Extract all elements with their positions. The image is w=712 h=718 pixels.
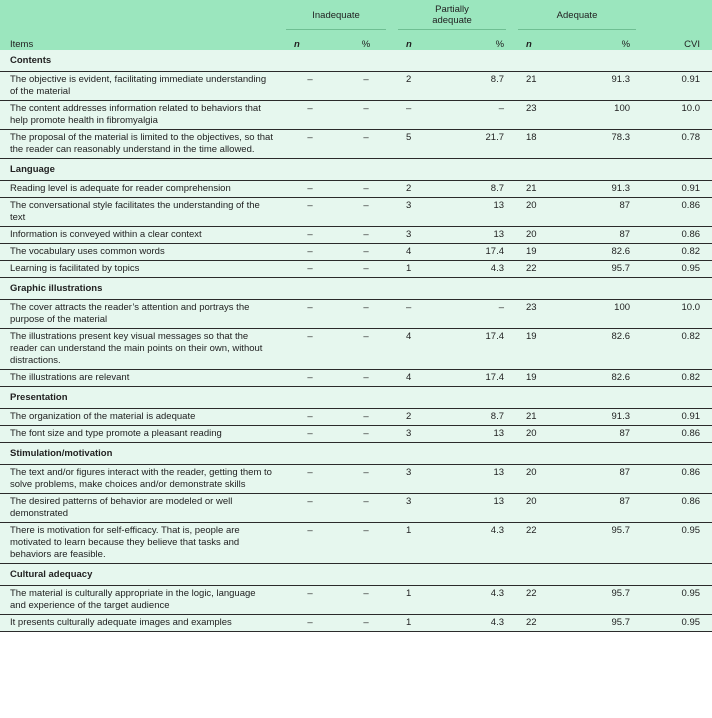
adequate-pct-cell: 95.7 <box>572 261 642 278</box>
item-cell: The text and/or figures interact with the reader, getting them to solve problems, make choices and/or demonstrate skills <box>0 465 280 494</box>
partial-n-cell: 2 <box>392 409 452 426</box>
partial-pct-cell: 8.7 <box>452 409 512 426</box>
inadequate-pct-cell: – <box>340 426 392 443</box>
partial-pct-cell: 8.7 <box>452 72 512 101</box>
adequate-pct-cell: 82.6 <box>572 244 642 261</box>
item-cell: The illustrations are relevant <box>0 370 280 387</box>
table-row <box>0 198 712 227</box>
item-cell: The illustrations present key visual messages so that the reader can understand the main points on their own, without distractions. <box>0 329 280 370</box>
table-row <box>0 409 712 426</box>
adequate-pct-cell: 95.7 <box>572 586 642 615</box>
table-row <box>0 244 712 261</box>
table-row <box>0 523 712 564</box>
adequate-n-cell: 20 <box>512 198 572 227</box>
partial-pct-cell: 13 <box>452 227 512 244</box>
inadequate-n-cell: – <box>280 426 340 443</box>
cvi-cell: 0.78 <box>642 130 712 159</box>
item-cell: The vocabulary uses common words <box>0 244 280 261</box>
header-cvi: CVI <box>684 39 701 50</box>
adequate-n-cell: 23 <box>512 300 572 329</box>
section-header-row <box>0 564 712 586</box>
table-row <box>0 370 712 387</box>
inadequate-n-cell: – <box>280 494 340 523</box>
adequate-pct-cell: 82.6 <box>572 370 642 387</box>
inadequate-pct-cell: – <box>340 615 392 632</box>
partial-pct-cell: – <box>452 300 512 329</box>
table-row <box>0 130 712 159</box>
inadequate-n-cell: – <box>280 615 340 632</box>
item-cell: Reading level is adequate for reader comprehension <box>0 181 280 198</box>
inadequate-n-cell: – <box>280 523 340 564</box>
header-group-partially-adequate: Partially adequate <box>392 0 512 30</box>
partial-pct-cell: 17.4 <box>452 370 512 387</box>
table-header <box>0 0 712 50</box>
inadequate-pct-cell: – <box>340 494 392 523</box>
inadequate-pct-cell: – <box>340 586 392 615</box>
adequate-n-cell: 22 <box>512 261 572 278</box>
inadequate-pct-cell: – <box>340 261 392 278</box>
partial-n-cell: 3 <box>392 227 452 244</box>
adequate-n-cell: 22 <box>512 615 572 632</box>
cvi-cell: 0.82 <box>642 244 712 261</box>
table-row <box>0 227 712 244</box>
table-body <box>0 50 712 632</box>
adequate-n-cell: 21 <box>512 181 572 198</box>
adequate-pct-cell: 91.3 <box>572 72 642 101</box>
partial-n-cell: 2 <box>392 72 452 101</box>
inadequate-pct-cell: – <box>340 300 392 329</box>
inadequate-n-cell: – <box>280 244 340 261</box>
inadequate-pct-cell: – <box>340 465 392 494</box>
partial-n-cell: 4 <box>392 370 452 387</box>
partial-pct-cell: 8.7 <box>452 181 512 198</box>
table-row <box>0 615 712 632</box>
section-title: Contents <box>0 50 712 72</box>
partial-n-cell: 4 <box>392 244 452 261</box>
cvi-cell: 0.86 <box>642 227 712 244</box>
inadequate-n-cell: – <box>280 329 340 370</box>
inadequate-pct-cell: – <box>340 198 392 227</box>
inadequate-n-cell: – <box>280 261 340 278</box>
inadequate-pct-cell: – <box>340 370 392 387</box>
section-title: Language <box>0 159 712 181</box>
partial-n-cell: – <box>392 300 452 329</box>
table-row <box>0 72 712 101</box>
header-pct-inadequate: % <box>361 39 371 50</box>
partial-n-cell: 3 <box>392 494 452 523</box>
header-pct-partial: % <box>495 39 505 50</box>
table-row <box>0 586 712 615</box>
adequate-n-cell: 21 <box>512 409 572 426</box>
partial-pct-cell: 13 <box>452 198 512 227</box>
adequate-pct-cell: 87 <box>572 227 642 244</box>
adequate-n-cell: 20 <box>512 494 572 523</box>
header-group-adequate: Adequate <box>512 0 642 30</box>
partial-n-cell: 1 <box>392 261 452 278</box>
inadequate-n-cell: – <box>280 72 340 101</box>
adequate-n-cell: 18 <box>512 130 572 159</box>
item-cell: Learning is facilitated by topics <box>0 261 280 278</box>
adequate-pct-cell: 87 <box>572 465 642 494</box>
adequate-pct-cell: 95.7 <box>572 523 642 564</box>
partial-n-cell: 1 <box>392 615 452 632</box>
adequate-pct-cell: 87 <box>572 198 642 227</box>
adequate-n-cell: 20 <box>512 426 572 443</box>
inadequate-pct-cell: – <box>340 181 392 198</box>
section-header-row <box>0 50 712 72</box>
partial-pct-cell: 21.7 <box>452 130 512 159</box>
cvi-cell: 0.95 <box>642 261 712 278</box>
cvi-cell: 10.0 <box>642 300 712 329</box>
adequate-n-cell: 20 <box>512 465 572 494</box>
adequate-pct-cell: 87 <box>572 494 642 523</box>
table-row <box>0 261 712 278</box>
header-group-inadequate: Inadequate <box>280 0 392 30</box>
partial-pct-cell: 13 <box>452 494 512 523</box>
cvi-cell: 0.86 <box>642 465 712 494</box>
item-cell: The proposal of the material is limited to the objectives, so that the reader can reasonably understand in the time allowed. <box>0 130 280 159</box>
adequate-n-cell: 23 <box>512 101 572 130</box>
inadequate-n-cell: – <box>280 181 340 198</box>
cvi-cell: 0.86 <box>642 426 712 443</box>
section-title: Graphic illustrations <box>0 278 712 300</box>
inadequate-n-cell: – <box>280 130 340 159</box>
cvi-cell: 0.91 <box>642 72 712 101</box>
cvi-cell: 0.82 <box>642 370 712 387</box>
cvi-cell: 0.91 <box>642 409 712 426</box>
cvi-cell: 0.91 <box>642 181 712 198</box>
inadequate-pct-cell: – <box>340 72 392 101</box>
partial-pct-cell: 13 <box>452 465 512 494</box>
partial-pct-cell: 4.3 <box>452 586 512 615</box>
inadequate-n-cell: – <box>280 101 340 130</box>
table-row <box>0 300 712 329</box>
item-cell: The desired patterns of behavior are modeled or well demonstrated <box>0 494 280 523</box>
partial-pct-cell: 13 <box>452 426 512 443</box>
item-cell: Information is conveyed within a clear context <box>0 227 280 244</box>
section-title: Presentation <box>0 387 712 409</box>
partial-n-cell: 3 <box>392 465 452 494</box>
inadequate-n-cell: – <box>280 227 340 244</box>
item-cell: The material is culturally appropriate in the logic, language and experience of the target audience <box>0 586 280 615</box>
item-cell: The organization of the material is adequate <box>0 409 280 426</box>
adequate-n-cell: 21 <box>512 72 572 101</box>
adequate-pct-cell: 78.3 <box>572 130 642 159</box>
cvi-cell: 0.95 <box>642 523 712 564</box>
cvi-cell: 0.95 <box>642 586 712 615</box>
item-cell: There is motivation for self-efficacy. That is, people are motivated to learn because they believe that tasks and behaviors are feasible. <box>0 523 280 564</box>
inadequate-n-cell: – <box>280 370 340 387</box>
table-row <box>0 329 712 370</box>
adequate-n-cell: 20 <box>512 227 572 244</box>
inadequate-n-cell: – <box>280 586 340 615</box>
table-row <box>0 101 712 130</box>
adequate-pct-cell: 100 <box>572 101 642 130</box>
inadequate-pct-cell: – <box>340 244 392 261</box>
section-header-row <box>0 159 712 181</box>
inadequate-n-cell: – <box>280 198 340 227</box>
inadequate-n-cell: – <box>280 465 340 494</box>
table-row <box>0 181 712 198</box>
partial-pct-cell: 4.3 <box>452 261 512 278</box>
header-n-inadequate: n <box>294 39 300 50</box>
adequate-n-cell: 19 <box>512 244 572 261</box>
cvi-cell: 0.82 <box>642 329 712 370</box>
adequate-n-cell: 22 <box>512 523 572 564</box>
inadequate-pct-cell: – <box>340 227 392 244</box>
partial-pct-cell: 4.3 <box>452 523 512 564</box>
inadequate-pct-cell: – <box>340 523 392 564</box>
partial-pct-cell: 4.3 <box>452 615 512 632</box>
item-cell: The cover attracts the reader’s attention and portrays the purpose of the material <box>0 300 280 329</box>
header-n-partial: n <box>406 39 412 50</box>
section-title: Cultural adequacy <box>0 564 712 586</box>
inadequate-n-cell: – <box>280 409 340 426</box>
adequate-pct-cell: 82.6 <box>572 329 642 370</box>
cvi-cell: 10.0 <box>642 101 712 130</box>
adequate-pct-cell: 87 <box>572 426 642 443</box>
inadequate-n-cell: – <box>280 300 340 329</box>
inadequate-pct-cell: – <box>340 130 392 159</box>
header-n-adequate: n <box>526 39 532 50</box>
item-cell: It presents culturally adequate images and examples <box>0 615 280 632</box>
item-cell: The objective is evident, facilitating immediate understanding of the material <box>0 72 280 101</box>
table-row <box>0 494 712 523</box>
partial-pct-cell: 17.4 <box>452 329 512 370</box>
item-cell: The content addresses information related to behaviors that help promote health in fibromyalgia <box>0 101 280 130</box>
adequate-pct-cell: 91.3 <box>572 409 642 426</box>
section-header-row <box>0 278 712 300</box>
partial-n-cell: 2 <box>392 181 452 198</box>
partial-n-cell: – <box>392 101 452 130</box>
item-cell: The conversational style facilitates the understanding of the text <box>0 198 280 227</box>
adequate-n-cell: 19 <box>512 370 572 387</box>
adequate-pct-cell: 100 <box>572 300 642 329</box>
item-cell: The font size and type promote a pleasant reading <box>0 426 280 443</box>
cvi-cell: 0.86 <box>642 494 712 523</box>
partial-n-cell: 4 <box>392 329 452 370</box>
partial-n-cell: 5 <box>392 130 452 159</box>
partial-n-cell: 1 <box>392 523 452 564</box>
adequate-pct-cell: 95.7 <box>572 615 642 632</box>
adequate-n-cell: 22 <box>512 586 572 615</box>
partial-pct-cell: – <box>452 101 512 130</box>
cvi-cell: 0.86 <box>642 198 712 227</box>
section-header-row <box>0 387 712 409</box>
partial-n-cell: 3 <box>392 426 452 443</box>
header-pct-adequate: % <box>621 39 631 50</box>
adequate-n-cell: 19 <box>512 329 572 370</box>
section-title: Stimulation/motivation <box>0 443 712 465</box>
inadequate-pct-cell: – <box>340 101 392 130</box>
partial-pct-cell: 17.4 <box>452 244 512 261</box>
table-row <box>0 426 712 443</box>
partial-n-cell: 3 <box>392 198 452 227</box>
inadequate-pct-cell: – <box>340 409 392 426</box>
header-items: Items <box>10 39 34 50</box>
cvi-cell: 0.95 <box>642 615 712 632</box>
section-header-row <box>0 443 712 465</box>
partial-n-cell: 1 <box>392 586 452 615</box>
table-row <box>0 465 712 494</box>
adequate-pct-cell: 91.3 <box>572 181 642 198</box>
inadequate-pct-cell: – <box>340 329 392 370</box>
